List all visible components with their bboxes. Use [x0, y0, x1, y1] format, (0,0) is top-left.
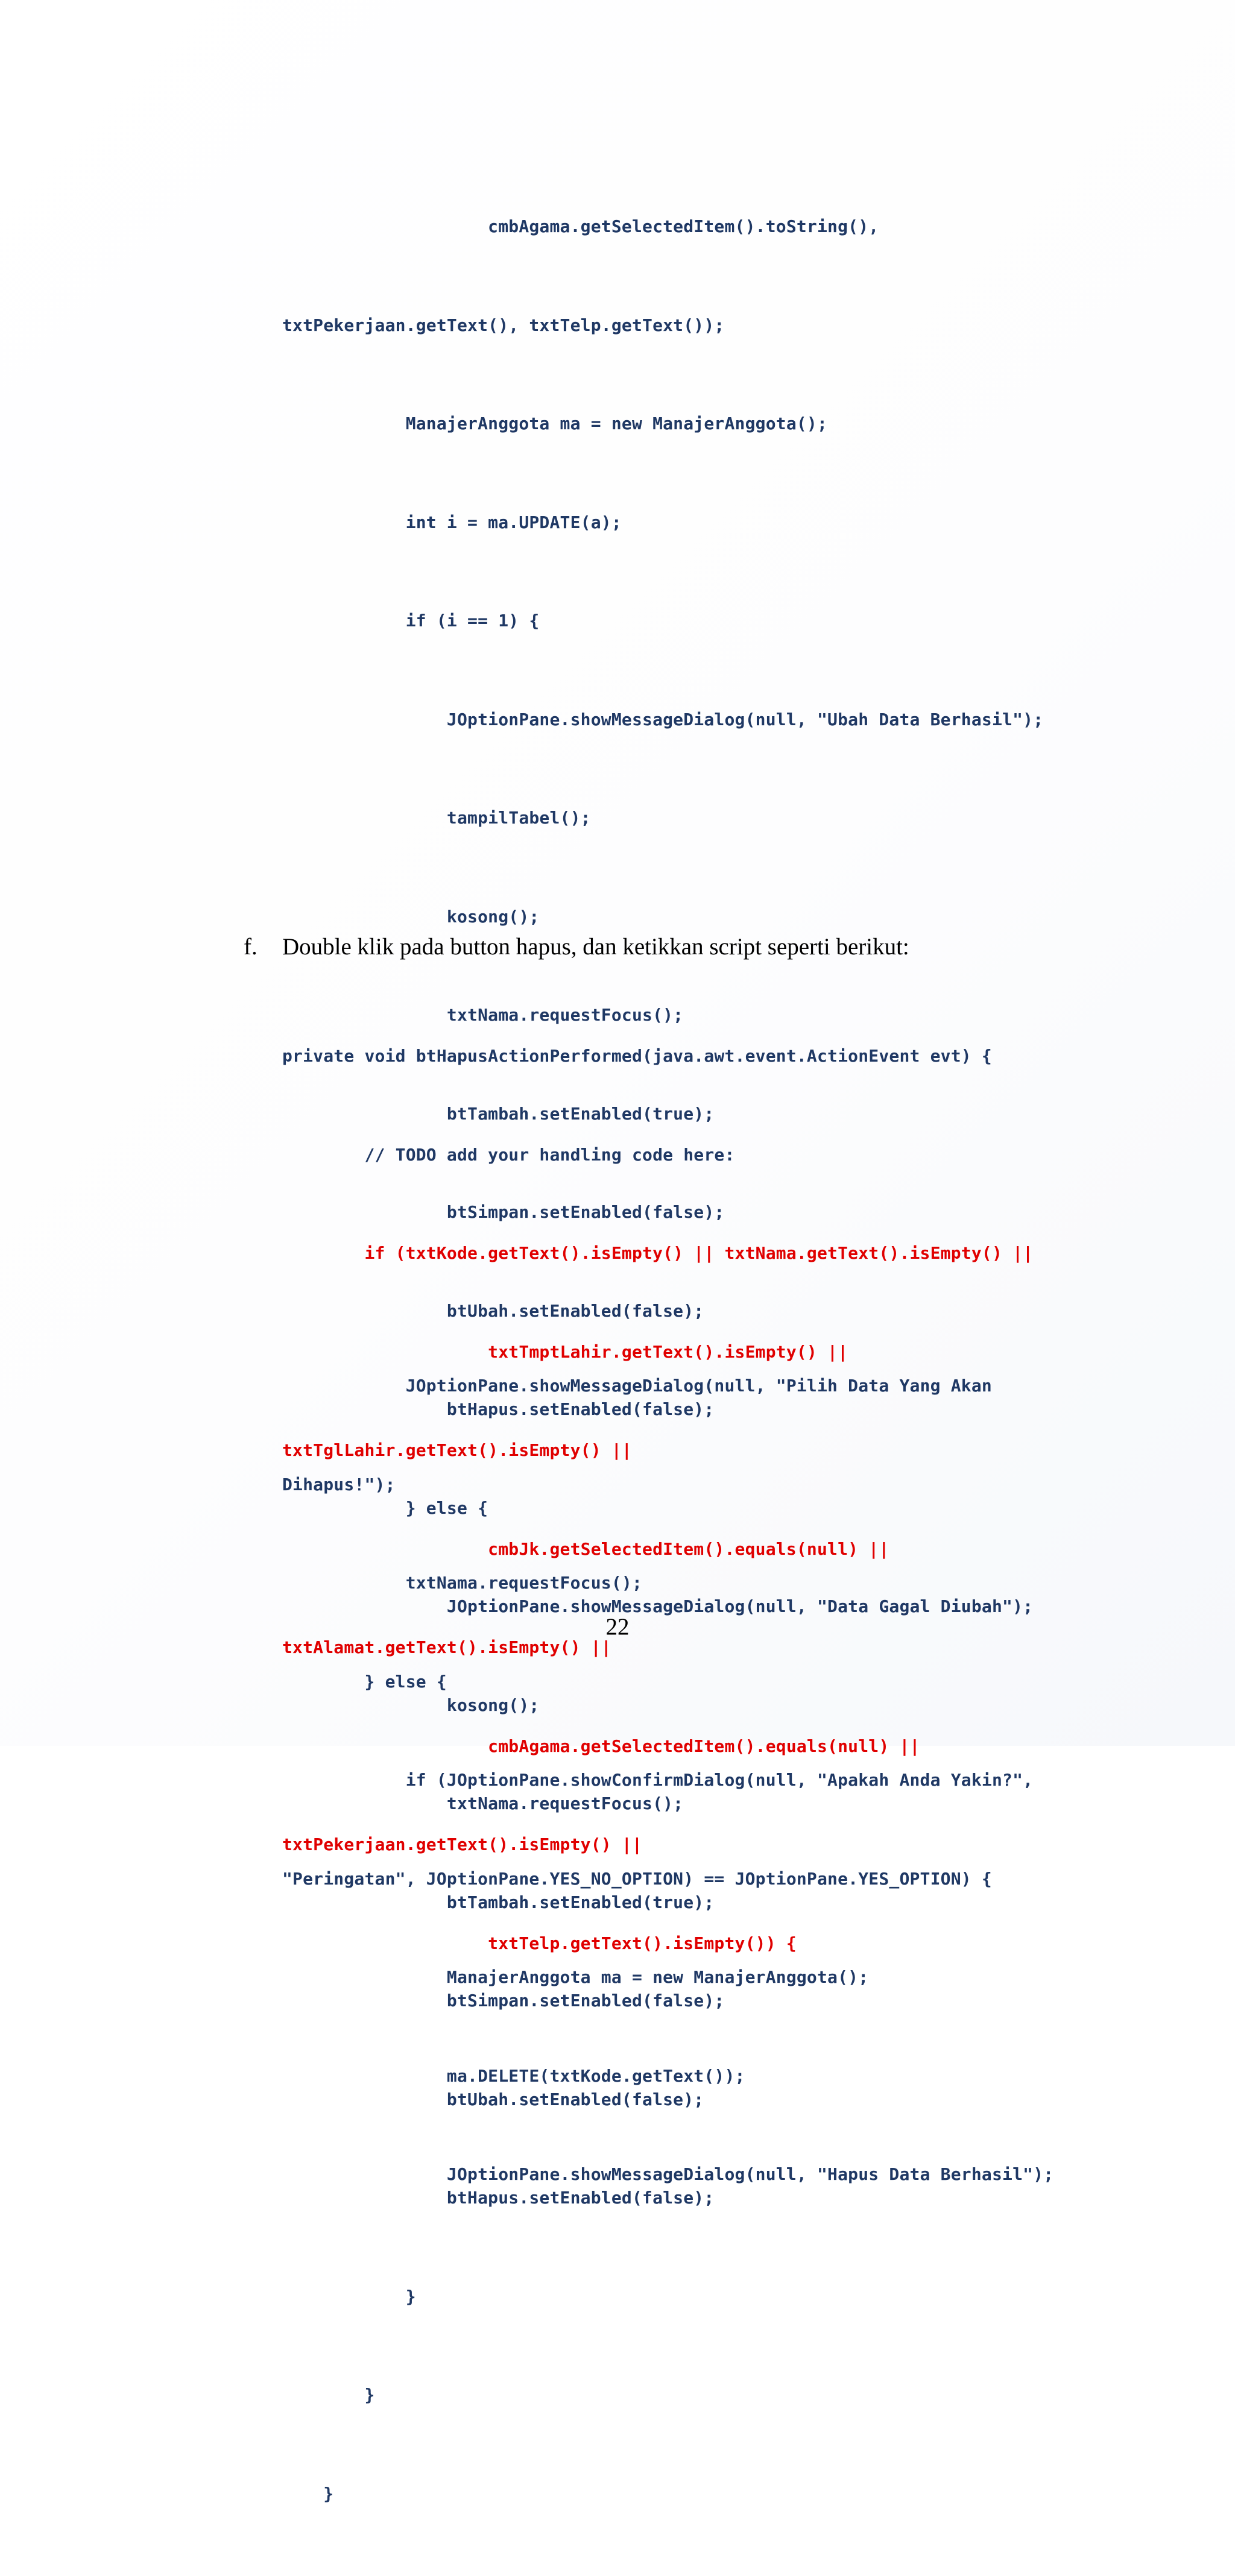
code-line: cmbAgama.getSelectedItem().toString(), [282, 216, 879, 236]
code-line: } [282, 2286, 416, 2307]
code-line: JOptionPane.showMessageDialog(null, "Hapus Data Berhasil"); [282, 2164, 1054, 2184]
instruction-paragraph [244, 933, 909, 960]
code-line: txtPekerjaan.getText(), txtTelp.getText()); [282, 315, 725, 335]
code-line: btUbah.setEnabled(false); [282, 1300, 704, 1321]
code-line: ManajerAnggota ma = new ManajerAnggota(); [282, 414, 828, 433]
code-line: } [282, 2385, 375, 2405]
code-line: kosong(); [282, 906, 540, 927]
code-line: ma.DELETE(txtKode.getText()); [282, 2065, 745, 2086]
highlighted-code: txtAlamat.getText().isEmpty() || [282, 1637, 611, 1657]
code-line: JOptionPane.showMessageDialog(null, "Pilih Data Yang Akan [282, 1376, 992, 1396]
code-line: btHapus.setEnabled(false); [282, 1399, 715, 1419]
code-line: // TODO add your handling code here: [282, 1144, 735, 1165]
highlighted-code: txtTglLahir.getText().isEmpty() || [282, 1440, 632, 1460]
code-line: btTambah.setEnabled(true); [282, 1103, 715, 1124]
code-line: txtNama.requestFocus(); [282, 1005, 684, 1025]
code-line: if (i == 1) { [282, 611, 540, 631]
code-line: ManajerAnggota ma = new ManajerAnggota(); [282, 1967, 869, 1987]
code-line: kosong(); [282, 1695, 540, 1715]
code-line-highlight [282, 1237, 1033, 1270]
code-line: JOptionPane.showMessageDialog(null, "Ubah Data Berhasil"); [282, 709, 1044, 729]
page-number: 22 [605, 1614, 630, 1640]
code-block-delete-body [282, 1304, 1053, 2257]
instruction-text: Double klik pada button hapus, dan ketikkan script seperti berikut: [282, 934, 909, 960]
code-line: JOptionPane.showMessageDialog(null, "Data Gagal Diubah"); [282, 1596, 1034, 1616]
code-line: "Peringatan", JOptionPane.YES_NO_OPTION) == JOptionPane.YES_OPTION) { [282, 1868, 992, 1889]
code-line: } [282, 2483, 334, 2504]
highlighted-code: txtTmptLahir.getText().isEmpty() || [282, 1341, 848, 1362]
code-line: Dihapus!"); [282, 1474, 396, 1494]
highlighted-code: cmbJk.getSelectedItem().equals(null) || [282, 1538, 889, 1559]
code-line: } else { [282, 1671, 447, 1692]
highlighted-code: txtPekerjaan.getText().isEmpty() || [282, 1834, 643, 1854]
code-line: btTambah.setEnabled(true); [282, 1892, 715, 1912]
code-line: tampilTabel(); [282, 808, 591, 828]
code-line: btUbah.setEnabled(false); [282, 2089, 704, 2109]
code-line: btSimpan.setEnabled(false); [282, 1991, 725, 2011]
highlighted-code: txtTelp.getText().isEmpty()) { [282, 1933, 797, 1953]
code-line: } else { [282, 1497, 488, 1518]
code-line: private void btHapusActionPerformed(java.awt.event.ActionEvent evt) { [282, 1046, 992, 1066]
list-marker: f. [244, 934, 257, 960]
code-line: txtNama.requestFocus(); [282, 1793, 684, 1813]
code-line: int i = ma.UPDATE(a); [282, 512, 622, 532]
code-line: btSimpan.setEnabled(false); [282, 1202, 725, 1222]
code-line: btHapus.setEnabled(false); [282, 2188, 715, 2208]
code-line: if (JOptionPane.showConfirmDialog(null, "Apakah Anda Yakin?", [282, 1770, 1034, 1790]
highlighted-code: cmbAgama.getSelectedItem().equals(null) || [282, 1736, 920, 1756]
highlighted-code: if (txtKode.getText().isEmpty() || txtNama.getText().isEmpty() || [282, 1243, 1034, 1263]
code-line: txtNama.requestFocus(); [282, 1573, 643, 1593]
